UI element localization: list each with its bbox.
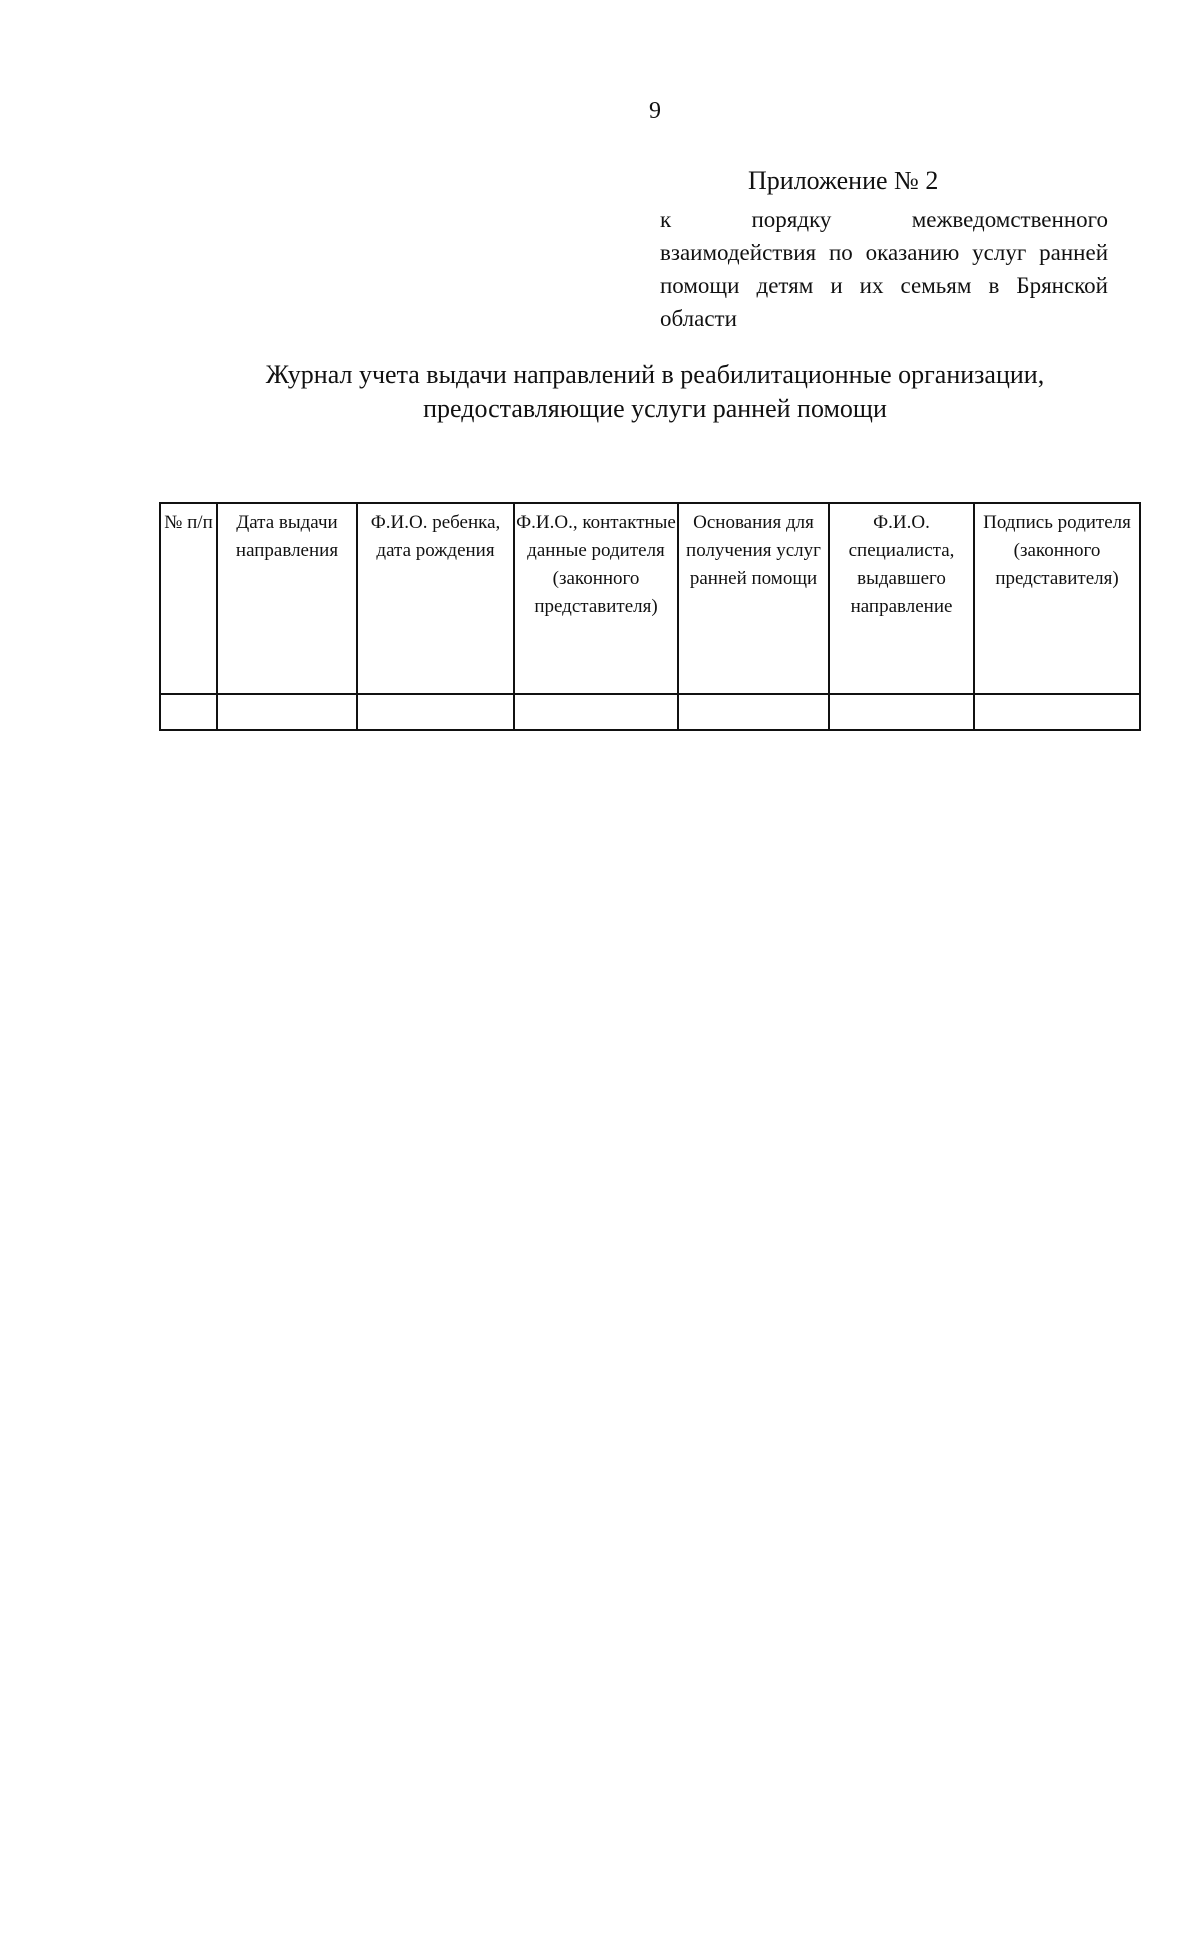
header-specialist: Ф.И.О. специалиста, выдавшего направление [829,503,974,694]
header-grounds: Основания для получения услуг ранней помощи [678,503,829,694]
table-cell [357,694,514,730]
table-cell [217,694,357,730]
table-cell [974,694,1140,730]
table-cell [514,694,678,730]
journal-title-line-1: Журнал учета выдачи направлений в реабилитационные организации, [265,360,1045,389]
table-cell [160,694,217,730]
header-number: № п/п [160,503,217,694]
page-number: 9 [649,98,661,124]
header-parent-contact: Ф.И.О., контактные данные родителя (законного представителя) [514,503,678,694]
journal-title [200,358,1110,426]
header-issue-date: Дата выдачи направления [217,503,357,694]
journal-title-line-2: предоставляющие услуги ранней помощи [423,394,887,423]
appendix-text: к порядку межведомственного взаимодействия по оказанию услуг ранней помощи детям и их семьям в Брянской области [660,207,1108,331]
table-cell [829,694,974,730]
appendix-title: Приложение № 2 [748,166,939,195]
table-row [160,694,1140,730]
header-child-name: Ф.И.О. ребенка, дата рождения [357,503,514,694]
table-cell [678,694,829,730]
table-header-row [160,503,1140,694]
header-parent-signature: Подпись родителя (законного представителя) [974,503,1140,694]
journal-table [159,502,1141,731]
